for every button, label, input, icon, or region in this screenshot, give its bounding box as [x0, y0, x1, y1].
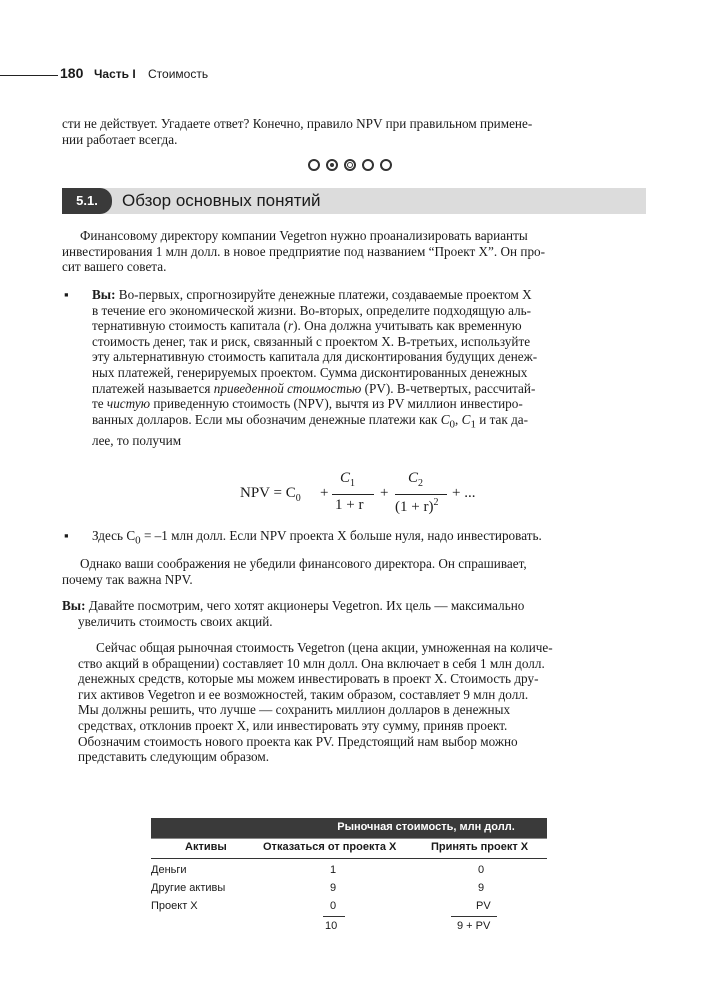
- paragraph-1: [62, 228, 646, 275]
- formula-lhs: NPV = C: [240, 485, 296, 501]
- para1-line: Финансовому директору компании Vegetron нужно проанализировать варианты: [80, 228, 528, 243]
- ornament-circle-icon: [362, 159, 374, 171]
- formula-plus: +: [320, 485, 329, 501]
- ornament-circle-icon: [380, 159, 392, 171]
- para4-line: Мы должны решить, что лучше — сохранить миллион долларов в денежных: [78, 702, 511, 718]
- paragraph-3: [62, 598, 646, 629]
- table-row-label: Деньги: [151, 864, 187, 876]
- bullet1-text: те: [92, 396, 107, 412]
- para4-line: представить следующим образом.: [78, 749, 270, 765]
- table-row-label: Проект X: [151, 900, 198, 912]
- para4-line: средствах, отклонив проект X, или инвестировать эту сумму, приняв проект.: [78, 717, 508, 733]
- bullet1-text: приведенную стоимость (NPV), вычтя из PV миллион инвестиро-: [150, 396, 523, 412]
- fraction-bar: [332, 494, 374, 495]
- bullet-marker: ▪: [64, 528, 69, 543]
- para3-lead: Вы:: [62, 598, 86, 613]
- bullet2-subscript: 0: [135, 534, 141, 547]
- para1-line: инвестирования 1 млн долл. в новое предприятие под названием “Проект X”. Он про-: [62, 243, 546, 259]
- formula-numerator: C: [408, 470, 419, 486]
- formula-subscript: 0: [295, 493, 301, 504]
- bullet2-text: = –1 млн долл. Если NPV проекта X больше нуля, надо инвестировать.: [140, 528, 542, 543]
- bullet-item-2: [64, 528, 646, 549]
- table-cell: 9: [478, 882, 485, 894]
- section-ornament: [308, 156, 392, 174]
- bullet1-text: ных платежей, генерируемых проектом. Сумма дисконтированных денежных: [92, 364, 528, 380]
- cashflow-symbol: C: [461, 411, 471, 427]
- table-col-assets: Активы: [185, 841, 227, 853]
- para3-text: Давайте посмотрим, чего хотят акционеры Vegetron. Их цель — максимально: [85, 598, 525, 613]
- bullet-marker: ▪: [64, 287, 69, 302]
- fraction-bar: [395, 494, 447, 495]
- table-group-header: [151, 818, 547, 838]
- table-total: 9 + PV: [457, 920, 491, 932]
- table-col-reject: Отказаться от проекта X: [263, 841, 397, 853]
- intro-paragraph: [62, 116, 646, 147]
- intro-line-2: нии работает всегда.: [62, 131, 178, 147]
- formula-denominator: 1 + r: [335, 497, 364, 513]
- intro-line-1: сти не действует. Угадаете ответ? Конечно, правило NPV при правильном примене-: [62, 116, 533, 131]
- cashflow-subscript: 1: [470, 418, 476, 431]
- table-group-header-label: Рыночная стоимость, млн долл.: [337, 821, 515, 833]
- bullet1-text: платежей называется: [92, 380, 214, 396]
- ornament-dot-icon: [326, 159, 338, 171]
- bullet1-text: и так да-: [475, 411, 529, 427]
- part-title: Стоимость: [148, 67, 209, 81]
- para2-line: почему так важна NPV.: [62, 571, 193, 587]
- cashflow-subscript: 0: [449, 418, 456, 431]
- comma: ,: [455, 411, 462, 427]
- paragraph-4: [78, 640, 646, 765]
- formula-subscript: 2: [418, 478, 424, 489]
- formula-denominator: (1 + r): [395, 499, 434, 515]
- bullet2-text: Здесь C: [92, 528, 136, 543]
- formula-subscript: 1: [350, 478, 356, 489]
- ornament-circle-icon: [308, 159, 320, 171]
- para2-line: Однако ваши соображения не убедили финансового директора. Он спрашивает,: [80, 556, 527, 571]
- bullet1-text: ванных долларов. Если мы обозначим денежные платежи как: [92, 411, 441, 427]
- table-cell: 9: [330, 882, 337, 894]
- formula-plus: +: [380, 485, 389, 501]
- part-label: Часть I: [94, 67, 136, 81]
- para4-line: Обозначим стоимость нового проекта как PV. Предстоящий нам выбор можно: [78, 733, 518, 749]
- para3-text: увеличить стоимость своих акций.: [78, 613, 273, 629]
- para4-line: ство акций в обращении) составляет 10 млн долл. Она включает в себя 1 млн долл.: [78, 655, 545, 671]
- ornament-ring-icon: [344, 159, 356, 171]
- para4-line: денежных средств, которые мы можем инвестировать в проект X. Стоимость дру-: [78, 671, 539, 687]
- table-divider: [151, 858, 547, 859]
- table-total: 10: [325, 920, 338, 932]
- bullet1-text: Во-первых, спрогнозируйте денежные платежи, создаваемые проектом X: [115, 287, 532, 302]
- section-title: Обзор основных понятий: [122, 191, 321, 210]
- bullet1-text: тернативную стоимость капитала (: [92, 318, 288, 334]
- header-rule: [0, 75, 58, 76]
- paragraph-2: [62, 556, 646, 587]
- table-col-accept: Принять проект X: [431, 841, 529, 853]
- para1-line: сит вашего совета.: [62, 259, 167, 275]
- bullet1-italic-term: чистую: [106, 396, 151, 412]
- table-row-label: Другие активы: [151, 882, 226, 894]
- bullet1-text: стоимость денег, так и риск, связанный с проектом X. В-третьих, используйте: [92, 333, 531, 349]
- bullet1-text: в течение его экономической жизни. Во-вторых, определите подходящую аль-: [92, 302, 532, 318]
- bullet1-text: лее, то получим: [92, 432, 182, 448]
- bullet1-text: ). Она должна учитывать как временную: [293, 318, 522, 334]
- npv-formula: [240, 470, 480, 530]
- running-header: [0, 62, 704, 88]
- formula-superscript: 2: [433, 497, 439, 508]
- formula-tail: + ...: [452, 485, 476, 501]
- table-cell: 0: [478, 864, 485, 876]
- para4-line: гих активов Vegetron и ее возможностей, таким образом, составляет 9 млн долл.: [78, 686, 529, 702]
- formula-numerator: C: [340, 470, 351, 486]
- sum-rule: [451, 916, 497, 917]
- bullet1-text: (PV). В-четвертых, рассчитай-: [361, 380, 536, 396]
- rate-symbol: r: [287, 318, 294, 334]
- section-heading: [62, 188, 646, 214]
- para4-line: Сейчас общая рыночная стоимость Vegetron (цена акции, умноженная на количе-: [96, 640, 553, 655]
- page-number: 180: [60, 65, 84, 81]
- sum-rule: [323, 916, 345, 917]
- table-cell: 1: [330, 864, 337, 876]
- bullet1-italic-term: приведенной стоимостью: [213, 380, 362, 396]
- table-cell: 0: [330, 900, 337, 912]
- cashflow-symbol: C: [440, 411, 450, 427]
- section-number: 5.1.: [62, 188, 112, 214]
- bullet-item-1: [64, 287, 646, 449]
- table-cell: PV: [476, 900, 491, 912]
- bullet1-lead: Вы:: [92, 287, 116, 302]
- table-divider: [151, 838, 547, 839]
- bullet1-text: эту альтернативную стоимость капитала для дисконтирования будущих денеж-: [92, 349, 538, 365]
